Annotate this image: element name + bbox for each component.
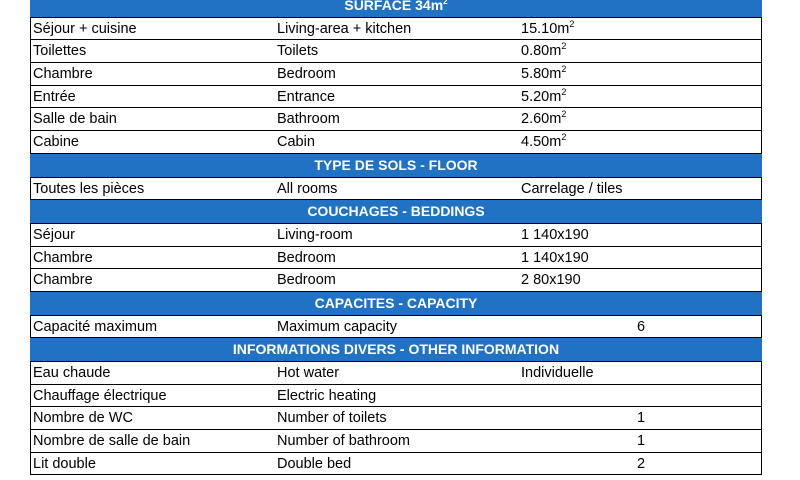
value: $5.20m^2$ xyxy=(521,86,567,105)
table-row xyxy=(30,108,762,131)
table-row xyxy=(30,362,762,385)
value: 1 140x190 xyxy=(521,226,589,243)
table-row xyxy=(30,269,762,292)
label-fr: Nombre de WC xyxy=(33,410,133,427)
label-en: Bedroom xyxy=(277,66,336,83)
value: Carrelage / tiles xyxy=(521,180,623,197)
label-en: Number of toilets xyxy=(277,410,387,427)
label-en: Living-room xyxy=(277,226,353,243)
table-row xyxy=(30,247,762,270)
label-en: Maximum capacity xyxy=(277,318,398,335)
label-fr: Chauffage électrique xyxy=(33,387,167,404)
table-row xyxy=(30,453,762,476)
label-fr: Séjour + cuisine xyxy=(33,20,137,37)
label-fr: Entrée xyxy=(33,88,76,105)
table-row xyxy=(30,131,762,154)
table-row xyxy=(30,40,762,63)
label-en: All rooms xyxy=(277,180,338,197)
label-en: Toilets xyxy=(277,43,319,60)
value: 1 140x190 xyxy=(521,249,589,266)
value-number: 1 xyxy=(637,410,646,427)
label-en: Bedroom xyxy=(277,249,336,266)
label-fr: Toilettes xyxy=(33,43,87,60)
label-fr: Chambre xyxy=(33,66,93,83)
label-en: Number of bathroom xyxy=(277,433,410,450)
label-en: Electric heating xyxy=(277,387,377,404)
section-header-floor: TYPE DE SOLS - FLOOR xyxy=(30,154,762,178)
table-row xyxy=(30,316,762,339)
table-row xyxy=(30,18,762,41)
label-fr: Cabine xyxy=(33,134,79,151)
label-fr: Capacité maximum xyxy=(33,318,158,335)
table-row xyxy=(30,224,762,247)
table-row xyxy=(30,178,762,201)
value: 2 80x190 xyxy=(521,272,581,289)
section-header-surface: SURFACE $34m^2$ xyxy=(30,0,762,18)
value-number: 1 xyxy=(637,433,646,450)
table-row xyxy=(30,63,762,86)
value: $15.10m^2$ xyxy=(521,18,575,37)
label-fr: Toutes les pièces xyxy=(33,180,145,197)
value: $5.80m^2$ xyxy=(521,64,567,83)
value-number: 6 xyxy=(637,318,646,335)
label-fr: Nombre de salle de bain xyxy=(33,433,191,450)
label-en: Living-area + kitchen xyxy=(277,20,412,37)
label-en: Hot water xyxy=(277,365,340,381)
table-row xyxy=(30,407,762,430)
section-header-beddings: COUCHAGES - BEDDINGS xyxy=(30,200,762,224)
label-fr: Séjour xyxy=(33,226,75,243)
value: $4.50m^2$ xyxy=(521,132,567,151)
section-header-capacity: CAPACITES - CAPACITY xyxy=(30,292,762,316)
table-row xyxy=(30,430,762,453)
label-fr: Chambre xyxy=(33,272,93,289)
label-fr: Lit double xyxy=(33,455,96,472)
label-en: Bedroom xyxy=(277,272,336,289)
section-header-other-information: INFORMATIONS DIVERS - OTHER INFORMATION xyxy=(30,338,762,362)
label-fr: Eau chaude xyxy=(33,365,111,381)
label-en: Double bed xyxy=(277,455,352,472)
value: $0.80m^2$ xyxy=(521,41,567,60)
info-sheet-table xyxy=(30,0,762,475)
label-en: Bathroom xyxy=(277,111,340,128)
label-fr: Chambre xyxy=(33,249,93,266)
value-number: 2 xyxy=(637,455,646,472)
label-en: Cabin xyxy=(277,134,315,151)
value: Individuelle xyxy=(521,365,594,381)
label-fr: Salle de bain xyxy=(33,111,117,128)
table-row xyxy=(30,385,762,408)
label-en: Entrance xyxy=(277,88,336,105)
table-row xyxy=(30,86,762,109)
value: $2.60m^2$ xyxy=(521,109,567,128)
